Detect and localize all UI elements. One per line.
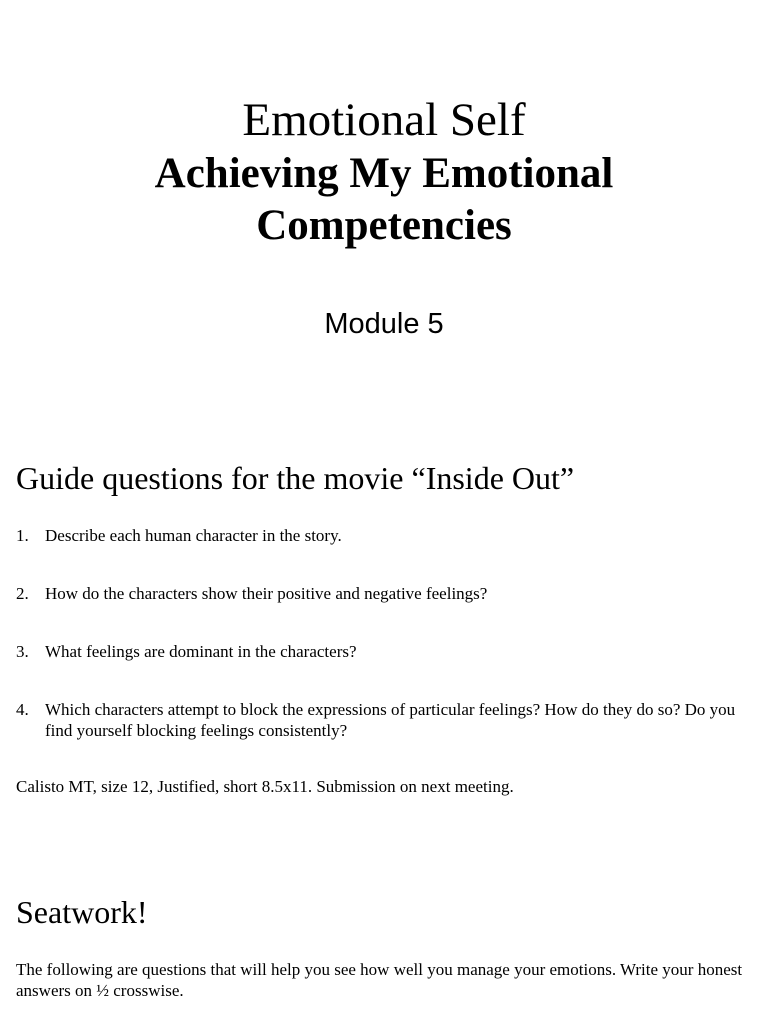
document-subtitle-line-2: Competencies xyxy=(256,202,512,249)
question-number-2: 2. xyxy=(16,584,29,603)
question-number-1: 1. xyxy=(16,526,29,545)
question-text-3: What feelings are dominant in the characters? xyxy=(45,642,357,661)
formatting-note: Calisto MT, size 12, Justified, short 8.5x11. Submission on next meeting. xyxy=(16,777,514,796)
module-label: Module 5 xyxy=(324,308,444,340)
question-number-3: 3. xyxy=(16,642,29,661)
seatwork-instructions: The following are questions that will help you see how well you manage your emotions. Write your honest answers on ½ crosswise. xyxy=(16,960,743,1000)
question-text-1: Describe each human character in the story. xyxy=(45,526,342,545)
question-item-3 xyxy=(16,641,756,662)
question-text-2: How do the characters show their positive and negative feelings? xyxy=(45,584,488,603)
seatwork-heading: Seatwork! xyxy=(16,894,148,930)
document-subtitle-line-1: Achieving My Emotional xyxy=(154,150,614,197)
question-text-4: Which characters attempt to block the expressions of particular feelings? How do they do so? Do you find yourself blocking feelings consistently? xyxy=(45,700,736,740)
question-item-2 xyxy=(16,583,756,604)
question-item-1 xyxy=(16,525,756,546)
document-title: Emotional Self xyxy=(242,94,526,146)
guide-questions-heading: Guide questions for the movie “Inside Out” xyxy=(16,460,575,496)
title-block xyxy=(0,92,768,252)
question-item-4 xyxy=(16,699,756,741)
question-number-4: 4. xyxy=(16,700,29,719)
